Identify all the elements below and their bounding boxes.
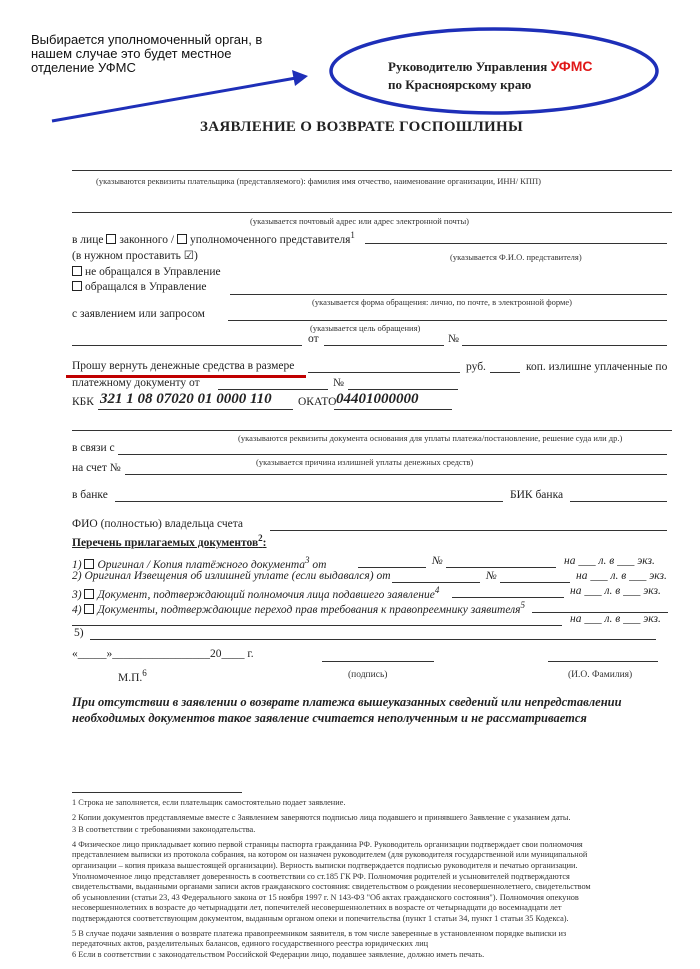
item-text: Документ, подтверждающий полномочия лица подавшего заявление	[97, 588, 435, 601]
applied-checkbox[interactable]	[72, 281, 82, 291]
bik-label: БИК банка	[510, 489, 564, 501]
date-quote-open: «	[72, 648, 78, 660]
legal-rep-checkbox[interactable]	[106, 234, 116, 244]
footnote-line: свидетельствами, выданными органами записи актов гражданского состояния: свидетельством о рождении несовершеннолетнего, свидетельством	[72, 882, 591, 892]
item4b-line	[72, 625, 562, 626]
kop-line	[490, 372, 520, 373]
footnote-line: 6 Если в соответствии с законодательством Российской Федерации лицо, подавшее заявление, должно иметь печать.	[72, 949, 485, 959]
in-person-label: в лице	[72, 233, 104, 246]
date-row: «_____»_________________20____ г.	[72, 648, 254, 660]
annotation-note-line: нашем случае это будет местное	[31, 46, 232, 61]
footnotes	[72, 798, 591, 960]
amount-line	[308, 372, 460, 373]
address-line	[72, 212, 672, 213]
arrow-shaft	[52, 78, 296, 121]
attached-item	[72, 555, 326, 571]
name-line[interactable]	[548, 661, 658, 662]
rep-name-line	[365, 243, 667, 244]
account-line	[125, 474, 667, 475]
page-title: ЗАЯВЛЕНИЕ О ВОЗВРАТЕ ГОСПОШЛИНЫ	[200, 119, 524, 135]
footnote-line: 4 Физическое лицо прикладывает копию первой страницы паспорта гражданина РФ. Руководитель организации подтверждает свои полномочия	[72, 839, 583, 849]
footnote-line: подтверждаются соответствующим документом, выданным органом опеки и попечительства (пункт 1 статьи 34, пункт 1 статьи 35 Кодекса).	[72, 913, 569, 923]
footnote-ref-3: 3	[305, 555, 310, 565]
rub-label: руб.	[466, 361, 486, 373]
item5-line	[90, 639, 656, 640]
l-label: л. в	[598, 555, 615, 567]
hint-rep-name: (указывается Ф.И.О. представителя)	[450, 252, 582, 262]
basis-line	[72, 430, 672, 431]
item-authority-checkbox[interactable]	[84, 589, 94, 599]
item-text: Оригинал / Копия платёжного документа	[97, 558, 306, 571]
check-needed-note: (в нужном проставить ☑)	[72, 250, 198, 262]
in-bank-label: в банке	[72, 489, 108, 501]
item1-date-line	[358, 567, 426, 568]
warning-line: При отсутствии в заявлении о возврате платежа вышеуказанных сведений или непредставлении	[72, 695, 622, 709]
ekz-label: экз.	[637, 555, 655, 567]
not-applied-label: не обращался в Управление	[85, 266, 221, 278]
stamp-place	[118, 668, 147, 684]
applied-label: обращался в Управление	[85, 281, 207, 293]
date-quote-close: »	[106, 648, 113, 660]
hint-form: (указывается форма обращения: лично, по почте, в электронной форме)	[312, 297, 572, 307]
kbk-value: 321 1 08 07020 01 0000 110	[100, 391, 272, 407]
footnote-ref-1: 1	[350, 230, 355, 240]
applied-form-line	[230, 294, 667, 295]
legal-rep-label: законного /	[119, 233, 175, 246]
item2-no-line	[500, 582, 570, 583]
l-label: л. в	[610, 570, 627, 582]
item-succession-checkbox[interactable]	[84, 604, 94, 614]
item1-no-line	[446, 567, 556, 568]
footnote-line: 1 Строка не заполняется, если плательщик самостоятельно подает заявление.	[72, 798, 346, 807]
hint-address: (указывается почтовый адрес или адрес электронной почты)	[250, 216, 469, 226]
warning-text	[72, 694, 622, 726]
to-account-label: на счет №	[72, 462, 121, 474]
item4b-pages: на ___ л. в ___ экз.	[570, 613, 661, 625]
request-no-label: №	[448, 333, 459, 345]
item-num: 3)	[72, 588, 82, 601]
payment-date-line	[218, 389, 328, 390]
request-ref-line	[72, 345, 302, 346]
footnote-ref-6: 6	[142, 668, 147, 678]
request-no-line	[462, 345, 667, 346]
bank-line	[115, 501, 503, 502]
hint-payer: (указываются реквизиты плательщика (представляемого): фамилия имя отчество, наименование организации, ИНН/ КПП)	[96, 176, 541, 186]
item2-pages: на ___ л. в ___ экз.	[576, 570, 667, 582]
annotation-note-line: Выбирается уполномоченный орган, в	[31, 32, 263, 47]
item-tail: от	[312, 558, 327, 571]
footnote-separator	[72, 792, 242, 793]
initials-label: (И.О. Фамилия)	[568, 670, 633, 680]
account-owner-label: ФИО (полностью) владельца счета	[72, 518, 243, 530]
attached-docs-heading: Перечень прилагаемых документов$^2$:	[72, 533, 267, 549]
with-application-label: с заявлением или запросом	[72, 308, 205, 320]
item-original-checkbox[interactable]	[84, 559, 94, 569]
annotation-note-line: отделение УФМС	[31, 60, 136, 75]
attached-item	[72, 570, 391, 582]
request-from-label: от	[308, 333, 319, 345]
ekz-label: экз.	[643, 585, 661, 597]
okato-label: ОКАТО	[298, 396, 337, 408]
recipient-highlight: УФМС	[550, 58, 593, 74]
footnote-line: передаточных актов, разделительных балансов, единого государственного реестра юридических лиц	[72, 939, 429, 949]
footnote-line: несовершеннолетних в возрасте до четырнадцати лет, попечителей несовершеннолетних в возрасте от четырнадцати до восемнадцати лет	[72, 903, 562, 913]
footnote-line: 3 В соответствии с требованиями законодательства.	[72, 825, 256, 835]
payment-no-label: №	[333, 377, 344, 389]
bik-line	[570, 501, 667, 502]
item2-date-line	[392, 582, 480, 583]
payment-no-line	[348, 389, 458, 390]
not-applied-row	[72, 266, 221, 278]
ekz-label: экз.	[643, 613, 661, 625]
signature-line[interactable]	[322, 661, 434, 662]
mp-label: М.П.	[118, 671, 143, 684]
footnote-ref-4: 4	[434, 585, 440, 595]
footnote-ref-5: 5	[520, 600, 526, 610]
year-suffix: г.	[247, 648, 254, 660]
footnote-line: Уполномоченное лицо представляет доверенность в соответствии со ст.185 ГК РФ. Полномочия родителей и усыновителей подтверждаются	[72, 871, 570, 881]
in-connection-label: в связи с	[72, 442, 115, 454]
kbk-label: КБК	[72, 396, 94, 408]
footnote-line: об усыновлении (статьи 23, 43 Федерального закона от 15 ноября 1997 г. N 143-ФЗ "Об актах гражданского состояния"). Полномочия опекунов	[72, 892, 579, 902]
item-text: Оригинал Извещения об излишней уплате (если выдавался) от	[84, 570, 391, 582]
item1-pages: на ___ л. в ___ экз.	[564, 555, 655, 567]
authorized-rep-checkbox[interactable]	[177, 234, 187, 244]
item-num: 2)	[72, 570, 82, 582]
hint-purpose: (указывается цель обращения)	[310, 323, 421, 333]
arrow-head	[292, 70, 308, 86]
payment-doc-label: платежному документу от	[72, 377, 200, 389]
account-owner-line	[270, 530, 667, 531]
purpose-line	[228, 320, 667, 321]
attached-item	[72, 600, 525, 616]
hint-basis: (указываются реквизиты документа основания для уплаты платежа/постановление, решение суда или др.)	[238, 433, 623, 443]
request-date-line	[324, 345, 444, 346]
reason-line	[118, 454, 667, 455]
footnote-line: представлением выписки из протокола собрания, на котором он назначен руководителем (для руководителя государственной или муниципальной	[72, 850, 588, 860]
applied-row	[72, 281, 207, 293]
hint-reason: (указывается причина излишней уплаты денежных средств)	[256, 457, 474, 467]
ekz-label: экз.	[649, 570, 667, 582]
on-label: на	[570, 613, 582, 625]
kbk-line	[98, 409, 293, 410]
item3-line	[452, 597, 564, 598]
on-label: на	[564, 555, 576, 567]
refund-request-label: Прошу вернуть денежные средства в размере	[72, 360, 295, 372]
authorized-rep-label: уполномоченного представителя	[189, 233, 351, 246]
item2-no: №	[486, 570, 497, 582]
kop-overpaid-label: коп. излишне уплаченные по	[526, 361, 668, 373]
item5-num: 5)	[74, 627, 84, 639]
okato-value: 04401000000	[336, 391, 419, 407]
footnote-ref-2: 2	[258, 533, 263, 543]
l-label: л. в	[604, 613, 621, 625]
not-applied-checkbox[interactable]	[72, 266, 82, 276]
item1-no: №	[432, 555, 443, 567]
attached-item	[72, 585, 439, 601]
representative-row	[72, 230, 355, 246]
l-label: л. в	[604, 585, 621, 597]
attached-docs-label: Перечень прилагаемых документов	[72, 536, 259, 549]
on-label: на	[570, 585, 582, 597]
footnote-line: организации – копия приказа вышестоящей организации). Верность выписки подтверждается подписью руководителя и печатью организации.	[72, 860, 578, 870]
item-num: 1)	[72, 558, 82, 571]
item-text: Документы, подтверждающие переход прав требования к правопреемнику заявителя	[97, 603, 521, 616]
okato-line	[334, 409, 452, 410]
warning-line: необходимых документов такое заявление считается неполученным и не рассматривается	[72, 711, 587, 725]
year-prefix: 20	[210, 648, 222, 660]
item-num: 4)	[72, 603, 82, 616]
signature-label: (подпись)	[348, 670, 388, 680]
payer-line	[72, 170, 672, 171]
footnote-line: 2 Копии документов представляемые вместе с Заявлением заверяются подписью лица подавшего и принявшего Заявление с указанием даты.	[72, 812, 571, 822]
recipient-block	[388, 57, 592, 94]
footnote-line: 5 В случае подачи заявления о возврате платежа правопреемником заявителя, в том числе заверенные в установленном порядке выписки из	[72, 928, 567, 938]
recipient-line2: по Красноярскому краю	[388, 77, 532, 92]
item3-pages: на ___ л. в ___ экз.	[570, 585, 661, 597]
recipient-line1: Руководителю Управления	[388, 59, 548, 74]
on-label: на	[576, 570, 588, 582]
